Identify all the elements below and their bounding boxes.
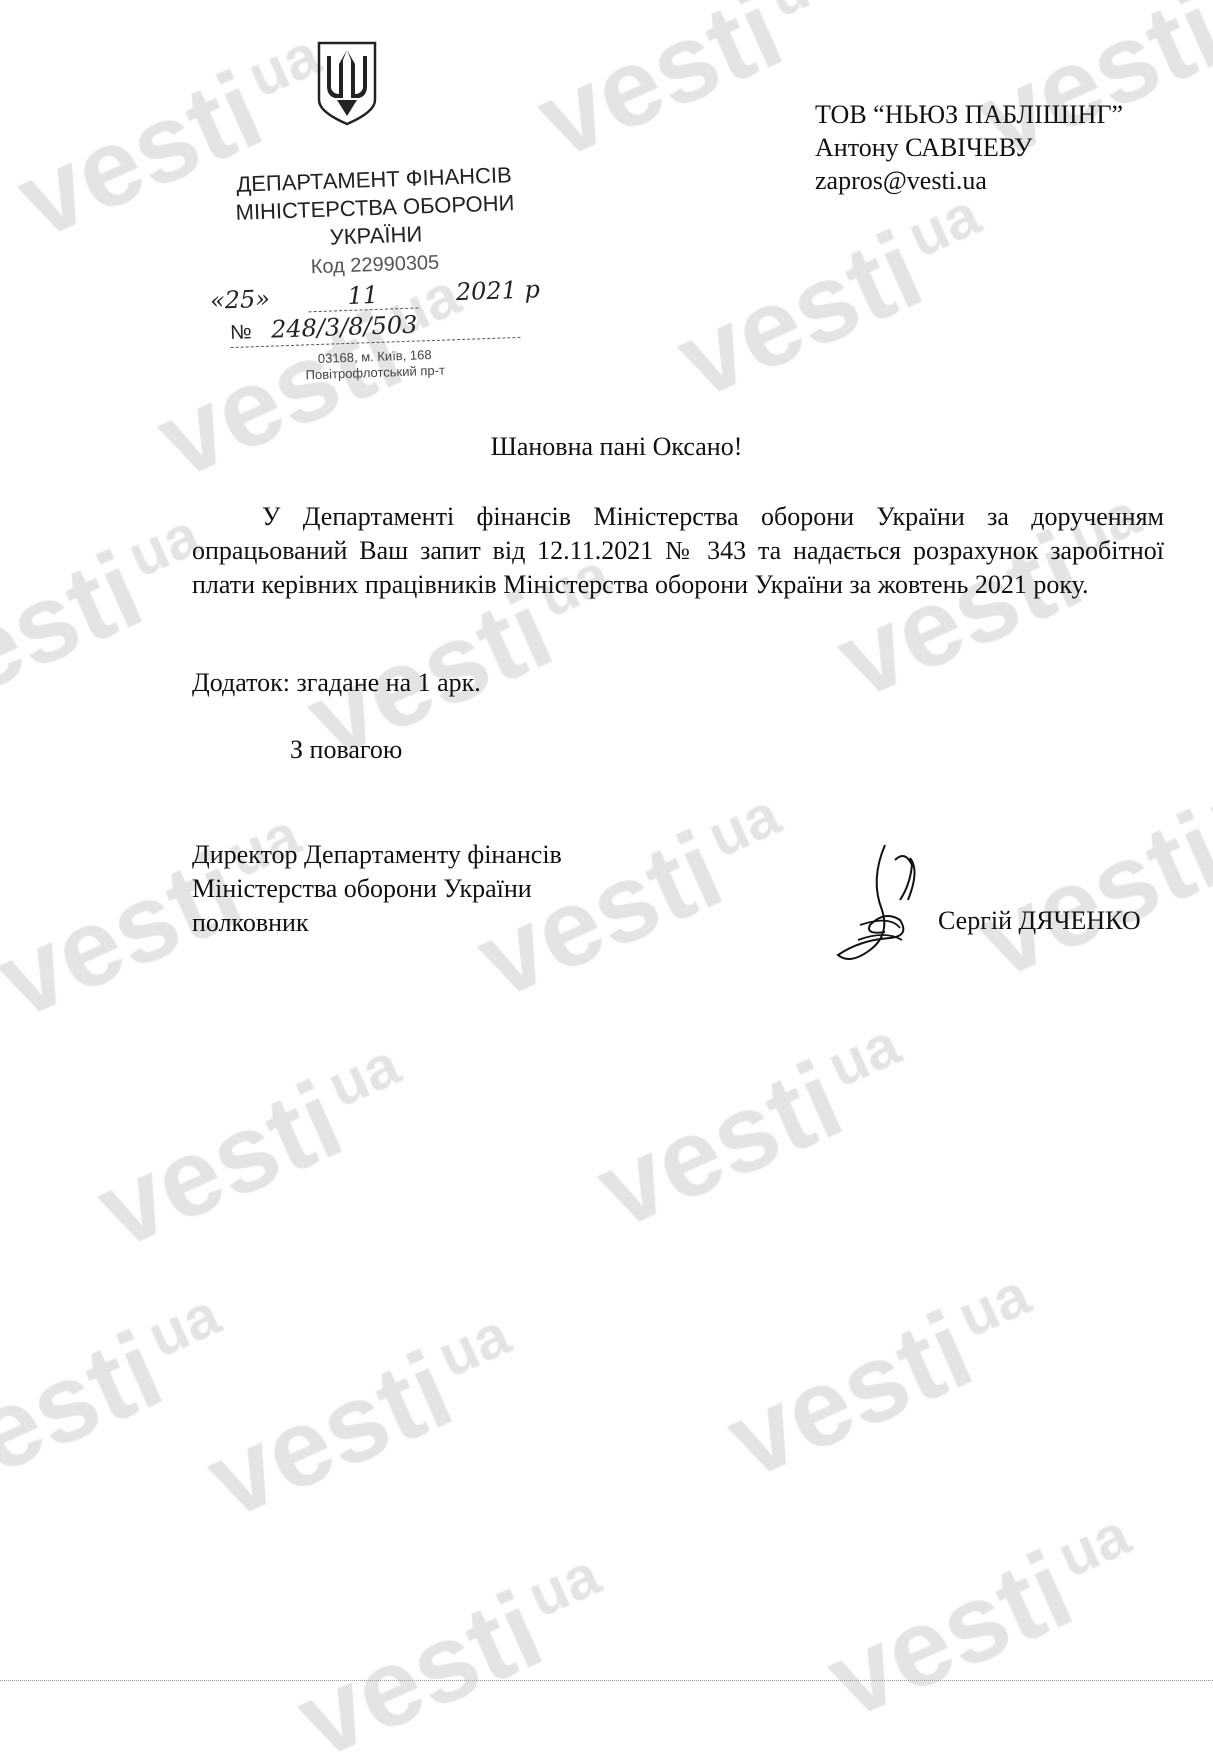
- signer-title-line: Директор Департаменту фінансів: [192, 840, 562, 869]
- coat-of-arms-icon: [315, 40, 379, 126]
- recipient-person: Антону САВІЧЕВУ: [815, 133, 1033, 162]
- signer-name: Сергій ДЯЧЕНКО: [938, 906, 1141, 935]
- recipient-company: ТОВ “НЬЮЗ ПАБЛІШІНГ”: [815, 100, 1124, 129]
- date-month: 11: [307, 280, 418, 313]
- signer-title-line: полковник: [192, 908, 309, 937]
- department-stamp: [200, 40, 550, 381]
- department-name-line: МІНІСТЕРСТВА ОБОРОНИ: [235, 190, 515, 225]
- closing-regards: З повагою: [290, 735, 403, 764]
- department-name-line: УКРАЇНИ: [329, 221, 423, 250]
- signer-title-line: Міністерства оборони України: [192, 874, 532, 903]
- number-value: 248/3/8/503: [270, 310, 418, 344]
- date-year: 2021 р: [455, 275, 541, 307]
- annex-note: Додаток: згадане на 1 арк.: [192, 668, 481, 697]
- number-prefix: №: [229, 321, 252, 345]
- recipient-email: zapros@vesti.ua: [815, 166, 987, 195]
- scan-edge-line: [0, 1680, 1213, 1681]
- greeting: Шановна пані Оксано!: [490, 432, 743, 461]
- signer-title: [192, 838, 562, 940]
- letter-body: [192, 500, 1164, 602]
- address-line: 03168, м. Київ, 168: [317, 347, 432, 366]
- date-day: «25»: [209, 284, 271, 315]
- address-line: Повітрофлотський пр-т: [305, 362, 446, 383]
- department-code: Код 22990305: [310, 251, 440, 279]
- body-paragraph: У Департаменті фінансів Міністерства оборони України за дорученням опрацьований Ваш запит від 12.11.2021 № 343 та надається розрахунок заробітної плати керівних працівників Міністерства оборони України за жовтень 2021 року.: [192, 502, 1164, 599]
- recipient-block: [815, 98, 1123, 197]
- handwritten-signature: [830, 840, 940, 975]
- department-name-line: ДЕПАРТАМЕНТ ФІНАНСІВ: [235, 162, 513, 197]
